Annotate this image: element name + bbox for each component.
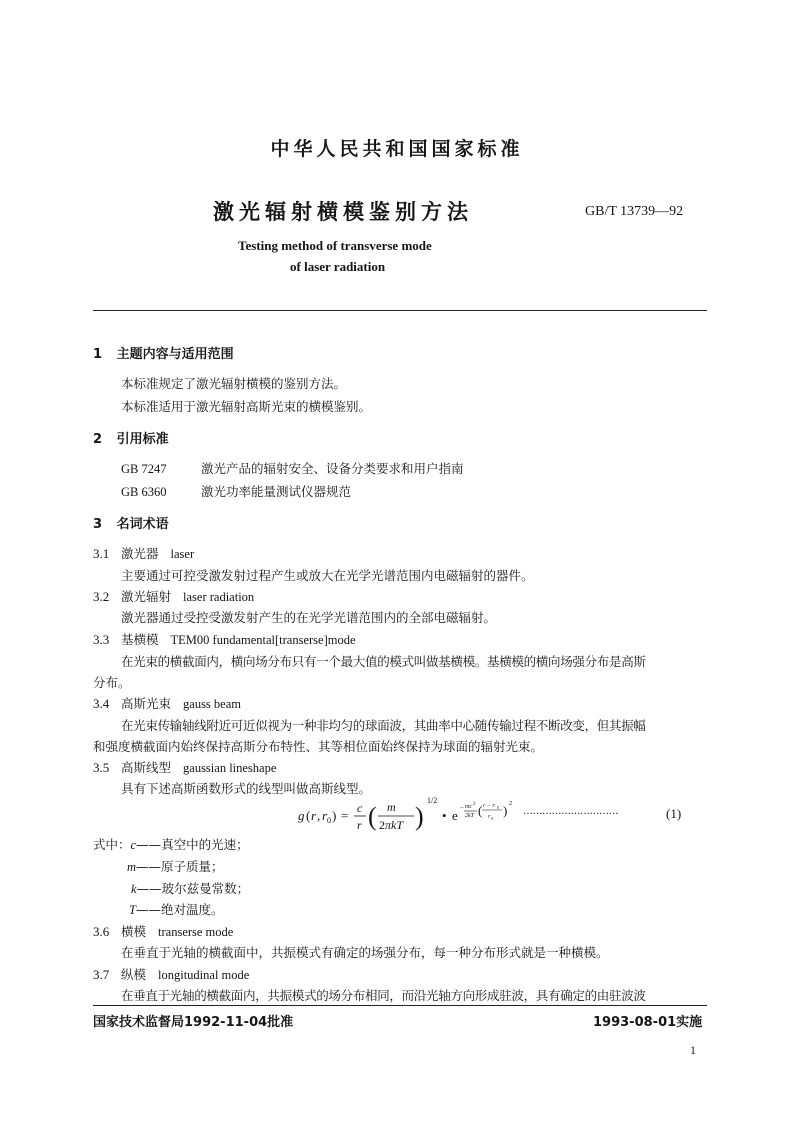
svg-text:r: r xyxy=(488,814,491,820)
svg-text:0: 0 xyxy=(491,816,493,821)
term-cn: 基横模 xyxy=(121,632,159,647)
header-rule xyxy=(93,310,707,311)
svg-text:r: r xyxy=(311,808,317,823)
page-number: 1 xyxy=(690,1043,696,1057)
term-heading xyxy=(93,694,241,712)
implementation-line: 1993-08-01实施 xyxy=(593,1015,703,1030)
reference-code: GB 7247 xyxy=(121,462,167,476)
svg-text:r: r xyxy=(322,808,328,823)
term-heading xyxy=(93,758,276,776)
svg-text:mc: mc xyxy=(465,804,472,810)
section-title: 名词术语 xyxy=(116,517,169,532)
term-number: 3.2 xyxy=(93,589,110,604)
section-heading xyxy=(93,513,169,532)
footer-rule xyxy=(93,1005,707,1006)
formula-number: (1) xyxy=(666,806,682,821)
term-definition: 具有下述高斯函数形式的线型叫做高斯线型。 xyxy=(121,781,372,796)
svg-text:0: 0 xyxy=(497,805,499,810)
term-cn: 高斯光束 xyxy=(121,696,172,711)
formula-leader-dots: ………………………… xyxy=(523,806,618,817)
term-definition-continued: 和强度横截面内始终保持高斯分布特性、其等相位面始终保持为球面的辐射光束。 xyxy=(93,739,544,754)
paragraph: 本标准适用于激光辐射高斯光束的横模鉴别。 xyxy=(121,399,372,414)
term-en: TEM00 fundamental[transerse]mode xyxy=(170,633,356,647)
where-lead: 式中： xyxy=(93,837,131,852)
english-title-line1: Testing method of transverse mode xyxy=(238,238,432,253)
reference-title: 激光功率能量测试仪器规范 xyxy=(201,484,352,499)
svg-text:1/2: 1/2 xyxy=(427,796,438,805)
term-definition: 在垂直于光轴的横截面内，共振模式的场分布相同，而沿光轴方向形成驻波，具有确定的由驻波波 xyxy=(121,988,646,1003)
svg-text:,: , xyxy=(317,808,321,823)
variable-symbol: k xyxy=(131,882,137,896)
section-heading xyxy=(93,343,234,362)
term-number: 3.5 xyxy=(93,760,110,775)
variable-definition xyxy=(127,857,224,875)
term-en: longitudinal mode xyxy=(158,968,250,982)
term-definition: 在光束的横截面内，横向场分布只有一个最大值的模式叫做基横模。基横模的横向场强分布是高斯 xyxy=(121,654,646,669)
variable-symbol: m xyxy=(127,860,137,874)
variable-definition xyxy=(131,879,249,897)
svg-text:0: 0 xyxy=(327,816,331,825)
term-heading xyxy=(93,544,194,562)
term-number: 3.3 xyxy=(93,632,110,647)
term-en: laser xyxy=(170,547,195,561)
section-number: 3 xyxy=(93,517,103,532)
variable-description: ——原子质量； xyxy=(136,859,224,874)
variable-symbol: c xyxy=(130,838,137,852)
svg-text:): ) xyxy=(332,808,337,823)
svg-text:m: m xyxy=(387,800,396,814)
term-definition-continued: 分布。 xyxy=(93,675,131,690)
term-heading xyxy=(93,587,254,605)
svg-text:2kT: 2kT xyxy=(465,813,474,819)
english-title-line2: of laser radiation xyxy=(290,259,386,274)
reference-code: GB 6360 xyxy=(121,485,167,499)
svg-text:): ) xyxy=(415,802,424,831)
variable-description: ——玻尔兹曼常数； xyxy=(136,881,250,896)
variable-definition xyxy=(129,900,223,918)
section-heading xyxy=(93,428,169,447)
svg-text:(: ( xyxy=(478,803,483,818)
svg-text:πkT: πkT xyxy=(385,818,404,832)
svg-text:2: 2 xyxy=(509,801,512,807)
term-cn: 高斯线型 xyxy=(121,760,172,775)
term-definition: 在光束传输轴线附近可近似视为一种非均匀的球面波，其曲率中心随传输过程不断改变，但其振幅 xyxy=(121,718,646,733)
svg-text:(: ( xyxy=(368,802,377,831)
term-cn: 激光辐射 xyxy=(121,589,172,604)
term-en: gaussian lineshape xyxy=(183,761,277,775)
section-number: 1 xyxy=(93,347,103,362)
term-en: laser radiation xyxy=(183,590,255,604)
variable-description: ——绝对温度。 xyxy=(135,902,224,917)
term-number: 3.1 xyxy=(93,546,110,561)
standard-code: GB/T 13739—92 xyxy=(585,204,684,219)
svg-text:•: • xyxy=(442,808,447,823)
national-standard-heading: 中华人民共和国国家标准 xyxy=(270,138,524,160)
reference-item xyxy=(121,482,351,500)
svg-text:2: 2 xyxy=(379,818,385,832)
svg-text:e: e xyxy=(452,808,458,823)
term-cn: 激光器 xyxy=(121,546,159,561)
term-cn: 纵模 xyxy=(121,967,147,982)
svg-text:g: g xyxy=(298,808,305,823)
section-title: 主题内容与适用范围 xyxy=(116,347,234,362)
term-definition: 在垂直于光轴的横截面中，共振模式有确定的场强分布，每一种分布形式就是一种横模。 xyxy=(121,945,609,960)
svg-text:): ) xyxy=(503,803,508,818)
section-number: 2 xyxy=(93,432,103,447)
term-cn: 横模 xyxy=(121,924,147,939)
term-heading xyxy=(93,965,249,983)
variable-symbol: T xyxy=(129,903,136,917)
term-en: transerse mode xyxy=(158,925,234,939)
term-number: 3.4 xyxy=(93,696,110,711)
term-definition: 主要通过可控受激发射过程产生或放大在光学光谱范围内电磁辐射的器件。 xyxy=(121,568,534,583)
svg-text:r − r: r − r xyxy=(483,803,495,809)
term-number: 3.7 xyxy=(93,967,110,982)
variable-description: ——真空中的光速； xyxy=(136,837,249,852)
svg-text:=: = xyxy=(341,808,349,823)
paragraph: 本标准规定了激光辐射横模的鉴别方法。 xyxy=(121,376,347,391)
gaussian-lineshape-formula xyxy=(296,793,546,837)
svg-text:(: ( xyxy=(306,808,311,823)
svg-text:c: c xyxy=(357,801,363,815)
approval-line: 国家技术监督局1992-11-04批准 xyxy=(93,1015,294,1030)
svg-text:2: 2 xyxy=(473,802,476,807)
reference-item xyxy=(121,459,464,477)
document-title: 激光辐射横模鉴别方法 xyxy=(213,200,473,224)
term-number: 3.6 xyxy=(93,924,110,939)
term-definition: 激光器通过受控受激发射产生的在光学光谱范围内的全部电磁辐射。 xyxy=(121,610,497,625)
term-heading xyxy=(93,630,356,648)
reference-title: 激光产品的辐射安全、设备分类要求和用户指南 xyxy=(201,461,464,476)
term-en: gauss beam xyxy=(183,697,241,711)
variable-definition xyxy=(93,835,249,853)
term-heading xyxy=(93,922,233,940)
svg-text:r: r xyxy=(357,818,362,832)
section-title: 引用标准 xyxy=(116,432,169,447)
svg-text:−: − xyxy=(460,804,464,812)
